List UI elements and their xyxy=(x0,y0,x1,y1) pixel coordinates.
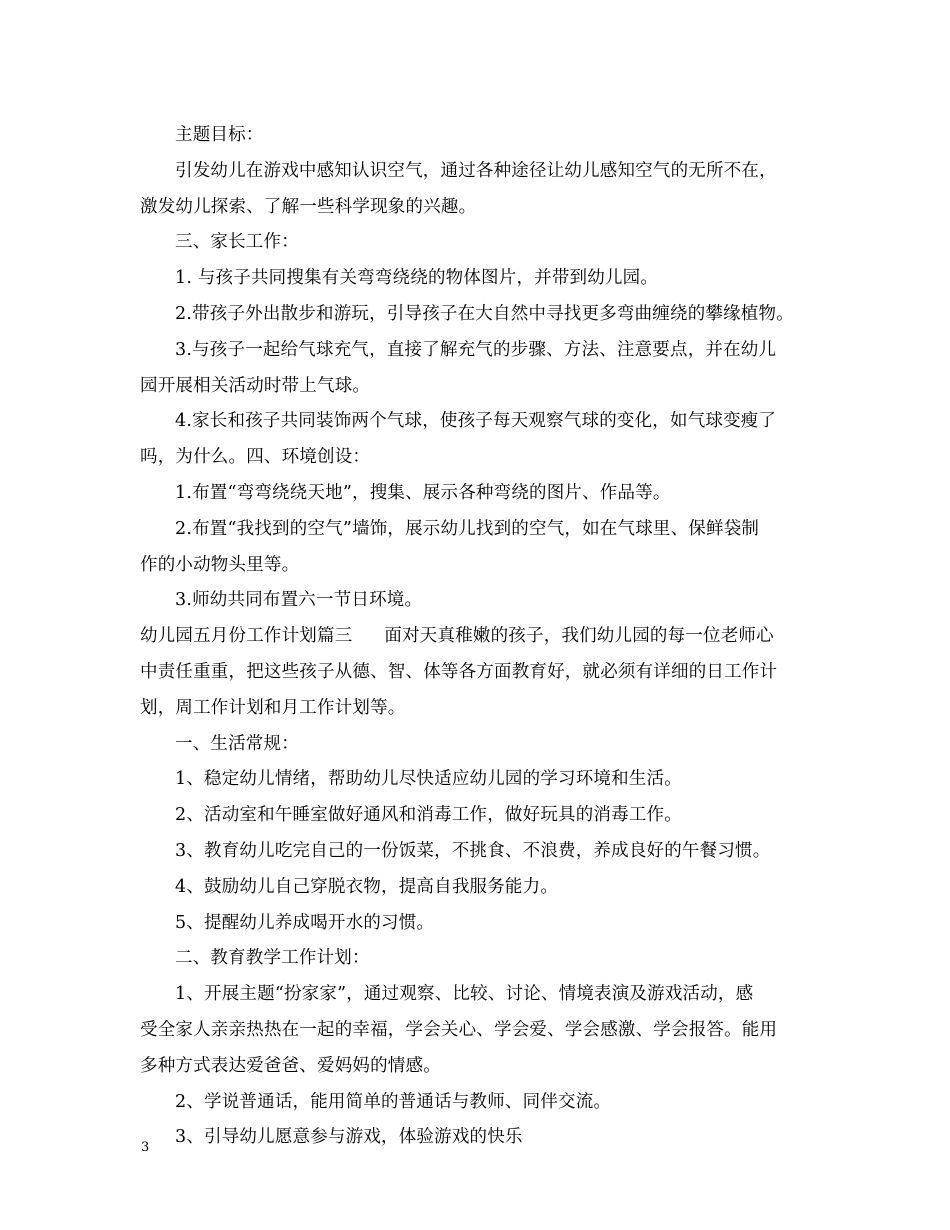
text-line: 作的小动物头里等。 xyxy=(140,554,300,575)
text-line: 主题目标： xyxy=(175,125,264,145)
section-heading: 一、生活常规： xyxy=(175,733,299,754)
list-item: 3.师幼共同布置六一节日环境。 xyxy=(175,590,423,611)
list-item: 4.家长和孩子共同装饰两个气球，使孩子每天观察气球的变化，如气球变瘦了 xyxy=(175,411,777,432)
list-item: 2.带孩子外出散步和游玩，引导孩子在大自然中寻找更多弯曲缠绕的攀缘植物。 xyxy=(175,303,794,324)
section-title: 幼儿园五月份工作计划篇三 xyxy=(140,626,353,647)
text-line: 划，周工作计划和月工作计划等。 xyxy=(140,697,406,718)
text-line: 受全家人亲亲热热在一起的幸福，学会关心、学会爱、学会感激、学会报答。能用 xyxy=(140,1019,778,1040)
paragraph-start: 面对天真稚嫩的孩子，我们幼儿园的每一位老师心 xyxy=(384,626,774,647)
page-number: 3 xyxy=(141,1140,150,1155)
list-item: 1、稳定幼儿情绪，帮助幼儿尽快适应幼儿园的学习环境和生活。 xyxy=(175,769,682,790)
list-item: 4、鼓励幼儿自己穿脱衣物，提高自我服务能力。 xyxy=(175,876,559,897)
list-item: 3、教育幼儿吃完自己的一份饭菜，不挑食、不浪费，养成良好的午餐习惯。 xyxy=(175,840,771,861)
text-line: 园开展相关活动时带上气球。 xyxy=(140,375,371,396)
text-line: 引发幼儿在游戏中感知认识空气，通过各种途径让幼儿感知空气的无所不在， xyxy=(175,160,777,181)
section-heading: 三、家长工作： xyxy=(175,232,299,253)
list-item: 2、学说普通话，能用简单的普通话与教师、同伴交流。 xyxy=(175,1091,612,1112)
list-item: 2.布置“我找到的空气”墙饰，展示幼儿找到的空气，如在气球里、保鲜袋制 xyxy=(175,518,760,539)
text-line: 多种方式表达爱爸爸、爱妈妈的情感。 xyxy=(140,1055,441,1076)
text-line: 吗，为什么。四、环境创设： xyxy=(140,447,371,468)
text-line: 中责任重重，把这些孩子从德、智、体等各方面教育好，就必须有详细的日工作计 xyxy=(140,661,778,682)
list-item: 1、开展主题“扮家家”，通过观察、比较、讨论、情境表演及游戏活动，感 xyxy=(175,984,754,1005)
section-heading: 二、教育教学工作计划： xyxy=(175,948,370,969)
text-line: 激发幼儿探索、了解一些科学现象的兴趣。 xyxy=(140,196,477,217)
list-item: 1. 与孩子共同搜集有关弯弯绕绕的物体图片，并带到幼儿园。 xyxy=(175,268,659,289)
list-item: 2、活动室和午睡室做好通风和消毒工作，做好玩具的消毒工作。 xyxy=(175,805,682,826)
list-item: 1.布置“弯弯绕绕天地”，搜集、展示各种弯绕的图片、作品等。 xyxy=(175,482,671,503)
list-item: 3、引导幼儿愿意参与游戏，体验游戏的快乐 xyxy=(175,1127,523,1148)
document-body xyxy=(140,118,820,1156)
text-line xyxy=(140,619,820,655)
list-item: 3.与孩子一起给气球充气，直接了解充气的步骤、方法、注意要点，并在幼儿 xyxy=(175,339,777,360)
list-item: 5、提醒幼儿养成喝开水的习惯。 xyxy=(175,912,435,933)
